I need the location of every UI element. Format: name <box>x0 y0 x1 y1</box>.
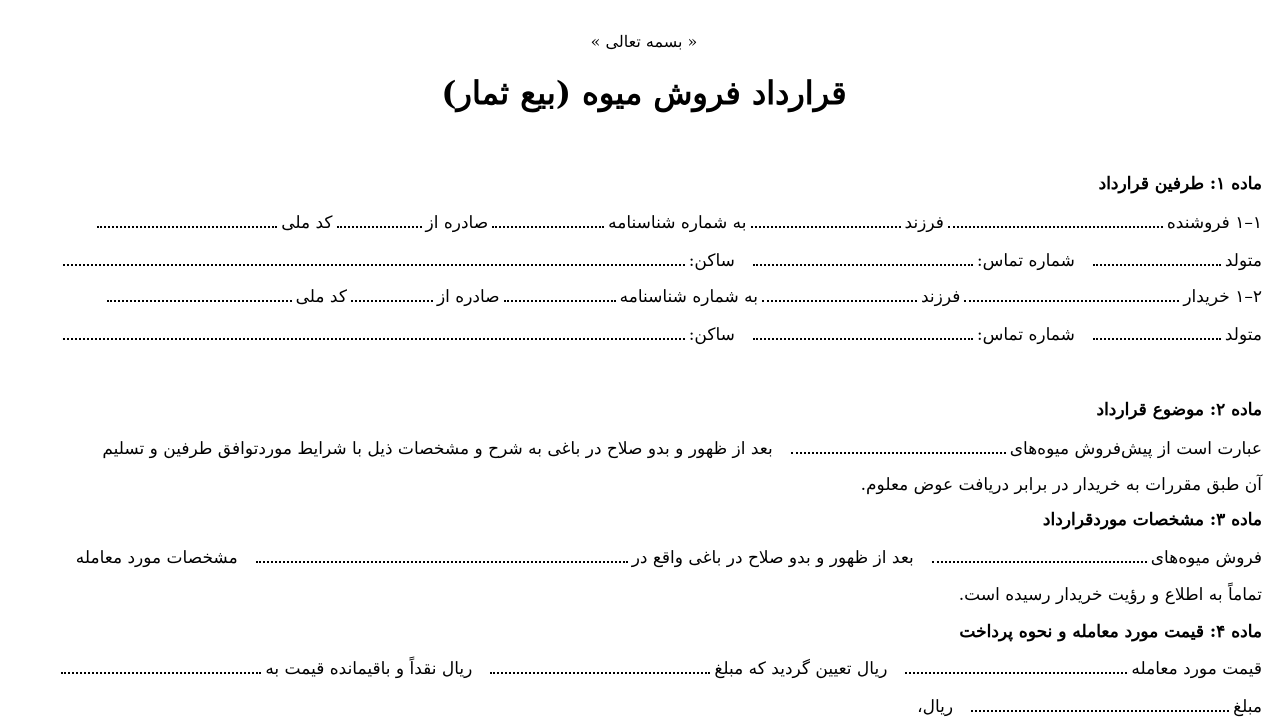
article-4-line-2 <box>20 697 1262 727</box>
article-4-text-a: قیمت مورد معامله <box>1131 659 1262 679</box>
article-4-heading: ماده ۴: قیمت مورد معامله و نحوه پرداخت <box>959 622 1262 642</box>
phone-label: شماره تماس: <box>976 325 1075 345</box>
article-2-text-c: آن طبق مقررات به خریدار در برابر دریافت عوض معلوم. <box>860 475 1262 495</box>
amount-blank[interactable] <box>971 709 1229 712</box>
article-1-heading: ماده ۱: طرفین قرارداد <box>1098 174 1262 194</box>
buyer-born-blank[interactable] <box>1093 337 1221 340</box>
issued-from-label: صادره از <box>425 213 489 233</box>
issued-from-label: صادره از <box>436 287 500 307</box>
article-4-text-e: ریال، <box>917 697 954 717</box>
seller-address-blank[interactable] <box>63 263 685 266</box>
seller-phone-blank[interactable] <box>753 263 973 266</box>
fruit-type-blank[interactable] <box>791 451 1006 454</box>
buyer-line-2 <box>20 325 1262 355</box>
article-4-text-c: ریال نقداً و باقیمانده قیمت به <box>265 659 473 679</box>
seller-father-blank[interactable] <box>751 225 901 228</box>
seller-national-code-blank[interactable] <box>97 225 277 228</box>
resident-label: ساکن: <box>688 325 735 345</box>
seller-issued-blank[interactable] <box>337 225 422 228</box>
article-2-line-1 <box>20 439 1262 469</box>
national-code-label: کد ملی <box>281 213 333 233</box>
fruit-type-blank-2[interactable] <box>932 560 1147 563</box>
remaining-blank[interactable] <box>61 671 261 674</box>
buyer-name-blank[interactable] <box>964 299 1179 302</box>
phone-label: شماره تماس: <box>976 251 1075 271</box>
article-4-text-d: مبلغ <box>1233 697 1262 717</box>
id-number-label: به شماره شناسنامه <box>619 287 758 307</box>
article-2-text-a: عبارت است از پیش‌فروش میوه‌های <box>1009 439 1262 459</box>
article-3-line-1 <box>20 548 1262 578</box>
article-3-text-d: تماماً به اطلاع و رؤیت خریدار رسیده است. <box>958 585 1262 605</box>
article-2-text-b: بعد از ظهور و بدو صلاح در باغی به شرح و مشخصات ذیل با شرایط موردتوافق طرفین و تسلیم <box>102 439 773 459</box>
seller-born-blank[interactable] <box>1093 263 1221 266</box>
buyer-father-blank[interactable] <box>762 299 917 302</box>
article-3-text-b: بعد از ظهور و بدو صلاح در باغی واقع در <box>631 548 914 568</box>
buyer-phone-blank[interactable] <box>753 337 973 340</box>
price-blank[interactable] <box>905 671 1127 674</box>
article-4-text-b: ریال تعیین گردید که مبلغ <box>714 659 888 679</box>
buyer-id-blank[interactable] <box>504 299 616 302</box>
seller-line-2 <box>20 251 1262 281</box>
buyer-line <box>20 287 1262 317</box>
seller-id-blank[interactable] <box>492 225 604 228</box>
invocation: « بسمه تعالی » <box>590 32 698 51</box>
article-3-text-c: مشخصات مورد معامله <box>75 548 238 568</box>
page-title: قرارداد فروش میوه (بیع ثمار) <box>441 74 847 112</box>
seller-name-blank[interactable] <box>948 225 1163 228</box>
seller-line <box>20 213 1262 243</box>
national-code-label: کد ملی <box>295 287 347 307</box>
born-label: متولد <box>1224 325 1262 345</box>
born-label: متولد <box>1224 251 1262 271</box>
garden-location-blank[interactable] <box>256 560 628 563</box>
article-3-heading: ماده ۳: مشخصات موردقرارداد <box>1042 510 1262 530</box>
buyer-label: ۲–۱ خریدار <box>1183 287 1262 307</box>
article-4-line-1 <box>20 659 1262 689</box>
buyer-issued-blank[interactable] <box>351 299 433 302</box>
cash-amount-blank[interactable] <box>490 671 710 674</box>
buyer-national-code-blank[interactable] <box>107 299 292 302</box>
article-3-text-a: فروش میوه‌های <box>1150 548 1262 568</box>
buyer-address-blank[interactable] <box>63 337 685 340</box>
seller-label: ۱–۱ فروشنده <box>1166 213 1262 233</box>
article-2-heading: ماده ۲: موضوع قرارداد <box>1096 400 1262 420</box>
child-of-label: فرزند <box>920 287 961 307</box>
resident-label: ساکن: <box>688 251 735 271</box>
child-of-label: فرزند <box>904 213 944 233</box>
id-number-label: به شماره شناسنامه <box>608 213 747 233</box>
